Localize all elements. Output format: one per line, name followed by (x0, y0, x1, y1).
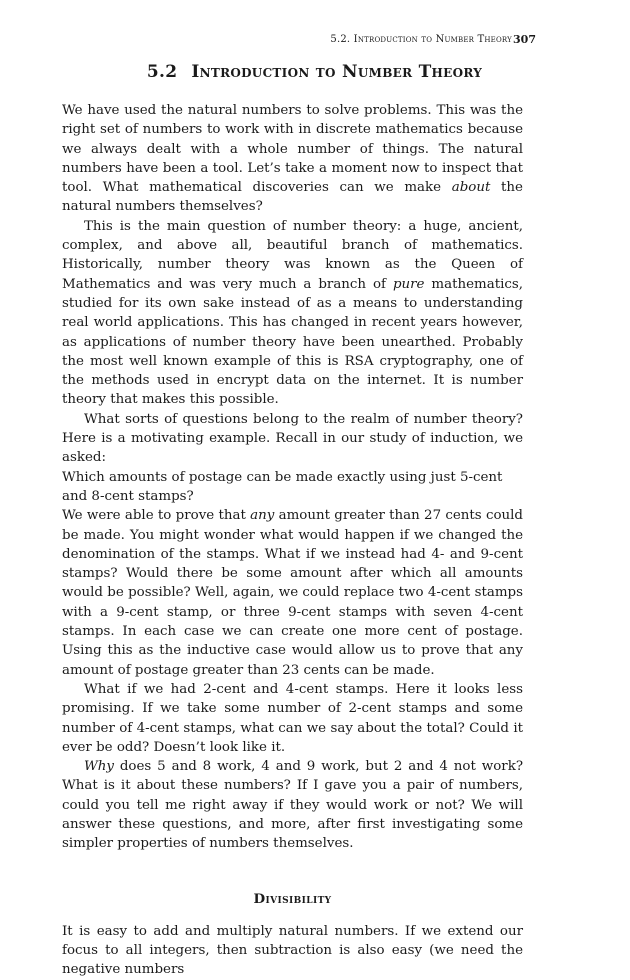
paragraph-4-emphasis: any (250, 508, 275, 524)
subsection-paragraph-1: It is easy to add and multiply natural numbers. If we extend our focus to all integers, then subtraction is also easy (we need the negative numbers (62, 923, 523, 978)
paragraph-1-text-a: We have used the natural numbers to solve problems. This was the right set of numbers to work with in discrete mathematics because we always dealt with a whole number of things. The natural numbers have been a tool. Let’s take a moment now to inspect that tool. What mathematical discoveries can we make (62, 103, 523, 196)
paragraph-2 (62, 217, 523, 410)
section-heading (84, 62, 545, 82)
subsection-heading: Divisibility (253, 890, 332, 907)
paragraph-2-emphasis: pure (392, 276, 425, 292)
block-quote: Which amounts of postage can be made exactly using just 5-cent and 8-cent stamps? (62, 469, 503, 504)
running-head (330, 34, 512, 45)
paragraph-2-text-b: mathematics, studied for its own sake instead of as a means to understanding real world applications. This has changed in recent years however, as applications of number theory have been unearthed. Probably the most well known example of this is RSA cryptography, one of the methods used in encrypt data on the internet. It is number theory that makes this possible. (62, 276, 524, 408)
paragraph-1-text-b: the natural numbers themselves? (62, 180, 523, 215)
paragraph-6-text-b: does 5 and 8 work, 4 and 9 work, but 2 and 4 not work? What is it about these numbers? If I gave you a pair of numbers, could you tell me right away if they would work or not? We will answer these questions, and more, after first investigating some simpler properties of numbers themselves. (62, 759, 523, 852)
paragraph-1 (62, 101, 523, 217)
paragraph-3: What sorts of questions belong to the realm of number theory? Here is a motivating example. Recall in our study of induction, we asked: (62, 411, 523, 466)
paragraph-4-text-a: We were able to prove that (62, 508, 251, 524)
section-number: 5.2 (146, 62, 178, 82)
paragraph-4 (62, 506, 523, 680)
paragraph-4-text-b: amount greater than 27 cents could be made. You might wonder what would happen if we changed the denomination of the stamps. What if we instead had 4- and 9-cent stamps? Would there be some amount after which all amounts would be possible? Well, again, we could replace two 4-cent stamps with a 9-cent stamp, or three 9-cent stamps with seven 4-cent stamps. In each case we can create one more cent of postage. Using this as the inductive case would allow us to prove that any amount of postage greater than 23 cents can be made. (62, 508, 523, 678)
page-number: 307 (513, 33, 536, 46)
paragraph-2-text-a: This is the main question of number theory: a huge, ancient, complex, and above all, beautiful branch of mathematics. Historically, number theory was known as the Queen of Mathematics and was very much a branch of (62, 218, 523, 292)
paragraph-5: What if we had 2-cent and 4-cent stamps. Here it looks less promising. If we take some number of 2-cent stamps and some number of 4-cent stamps, what can we say about the total? Could it ever be odd? Doesn’t look like it. (62, 681, 523, 755)
paragraph-1-emphasis: about (451, 180, 491, 196)
body-text (62, 101, 523, 980)
paragraph-6 (62, 757, 523, 853)
section-title: Introduction to Number Theory (191, 62, 483, 82)
paragraph-6-emphasis: Why (84, 759, 114, 775)
running-title: 5.2. Introduction to Number Theory (330, 34, 512, 45)
